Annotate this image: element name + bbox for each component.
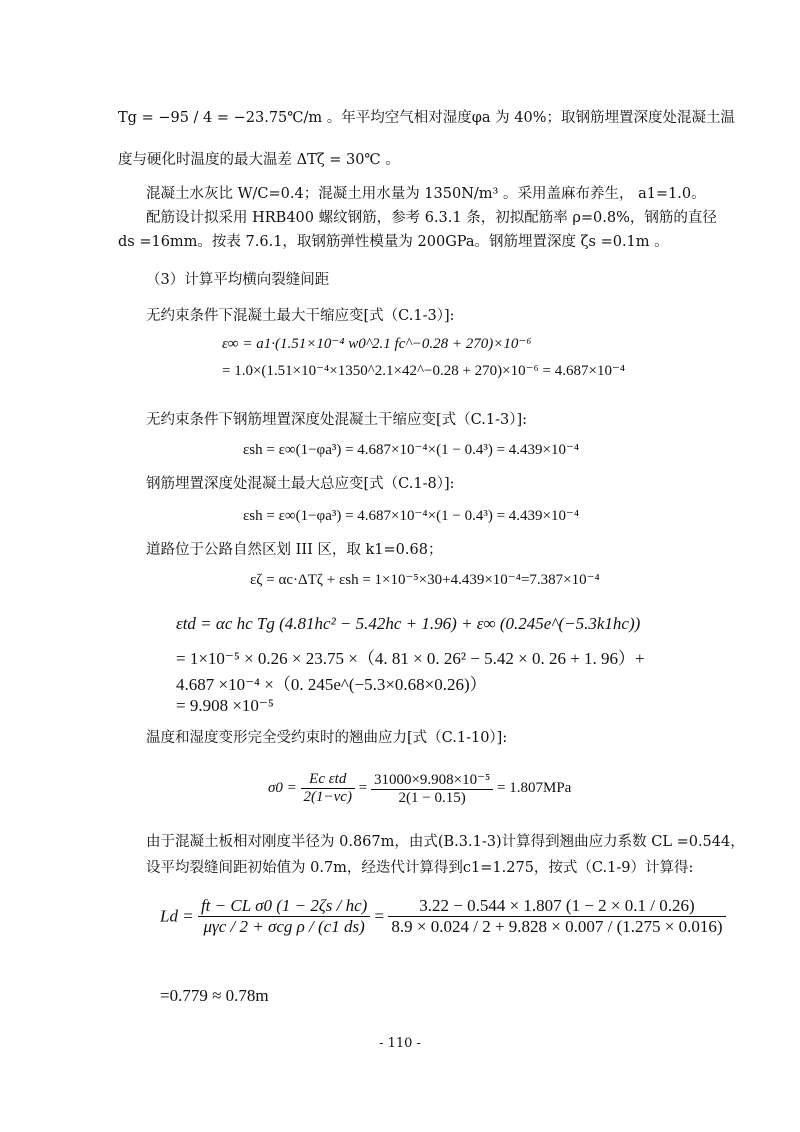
denominator-term-2: + σcg ρ / (c1 ds)	[252, 917, 365, 936]
fraction-numerator: ft − CL σ0 (1 − 2ζs / hc)	[198, 896, 370, 917]
denominator-term-1: 8.9 × 0.024 / 2	[391, 917, 491, 936]
fraction-numerator: Ec εtd	[301, 771, 355, 789]
equation-shrinkage-value: = 1.0×(1.51×10⁻⁴×1350^2.1×42^−0.28 + 270)×10⁻⁶ = 4.687×10⁻⁴	[222, 363, 626, 379]
para-temperature-gradient: Tg = −95 / 4 = −23.75℃/m 。年平均空气相对湿度φa 为 40%；取钢筋埋置深度处混凝土温	[118, 110, 735, 126]
crack-spacing-fraction-numeric	[388, 896, 725, 937]
equation-shrinkage-at-depth: εsh = ε∞(1−φa³) = 4.687×10⁻⁴×(1 − 0.4³) = 4.439×10⁻⁴	[243, 442, 580, 458]
equation-warping-strain-step1: = 1×10⁻⁵ × 0.26 × 23.75 ×（4. 81 × 0. 26² − 5.42 × 0. 26 + 1. 96）+	[176, 649, 645, 668]
fraction-denominator	[198, 917, 370, 937]
fraction-denominator: 2(1 − 0.15)	[398, 790, 466, 806]
equation-warping-strain-result: = 9.908 ×10⁻⁵	[176, 696, 274, 715]
equation-warping-strain-step2: 4.687 ×10⁻⁴ ×（0. 245e^(−5.3×0.68×0.26)）	[176, 675, 487, 694]
section-heading: （3）计算平均横向裂缝间距	[146, 272, 330, 288]
para-max-temperature-diff: 度与硬化时温度的最大温差 ΔTζ = 30℃ 。	[118, 152, 400, 168]
para-shrinkage-at-depth: 无约束条件下钢筋埋置深度处混凝土干缩应变[式（C.1-3）]:	[146, 412, 527, 428]
equation-shrinkage-formula: ε∞ = a1·(1.51×10⁻⁴ w0^2.1 fc^−0.28 + 270)×10⁻⁶	[222, 336, 532, 352]
para-relative-stiffness: 由于混凝土板相对刚度半径为 0.867m，由式(B.3.1-3)计算得到翘曲应力系数 CL =0.544，	[146, 834, 745, 850]
crack-spacing-lhs: Ld =	[160, 906, 194, 926]
para-reinforcement-design: 配筋设计拟采用 HRB400 螺纹钢筋，参考 6.3.1 条，初拟配筋率 ρ=0.8%，钢筋的直径	[146, 210, 717, 226]
equation-warping-strain-formula: εtd = αc hc Tg (4.81hc² − 5.42hc + 1.96) + ε∞ (0.245e^(−5.3k1hc))	[176, 614, 641, 633]
warping-stress-lhs: σ0 =	[268, 779, 297, 796]
equation-crack-spacing: Ld = $\frac{\text{ft − CL σ0 (1 − 2ζs / hc)}}{\text{μγc / 2 + σcg ρ / (c1 ds)}}$ = $\frac{3.22 - 0.544 \times 1.807 (1 - 2 \times 0.1 / 0.26)}{8.9 \times 0.024 / 2 + 9.828 \times 0.007 / (1.275 \times 0.016)}$	[160, 896, 726, 937]
crack-spacing-fraction-symbolic	[198, 896, 370, 937]
page-number: - 110 -	[379, 1036, 421, 1051]
fraction-denominator	[388, 917, 725, 937]
crack-spacing-result: =0.779 ≈ 0.78m	[160, 986, 269, 1005]
equation-strain-zeta: εζ = αc·ΔTζ + εsh = 1×10⁻⁵×30+4.439×10⁻⁴=7.387×10⁻⁴	[250, 572, 600, 588]
fraction-numerator: 31000×9.908×10⁻⁵	[371, 770, 493, 790]
equation-total-strain: εsh = ε∞(1−φa³) = 4.687×10⁻⁴×(1 − 0.4³) = 4.439×10⁻⁴	[243, 508, 580, 524]
denominator-term-1: μγc / 2	[203, 917, 248, 936]
fraction-numerator: 3.22 − 0.544 × 1.807 (1 − 2 × 0.1 / 0.26)	[388, 896, 725, 917]
warping-stress-result: = 1.807MPa	[497, 779, 572, 796]
para-max-total-strain: 钢筋埋置深度处混凝土最大总应变[式（C.1-8）]:	[146, 476, 455, 492]
para-crack-spacing-iteration: 设平均裂缝间距初始值为 0.7m，经迭代计算得到c1=1.275，按式（C.1-9）计算得:	[146, 860, 694, 876]
para-max-shrinkage-strain: 无约束条件下混凝土最大干缩应变[式（C.1-3）]:	[146, 308, 455, 324]
equation-warping-stress: σ0 = $\frac{\text{Ec εtd}}{2(1-\nu c)}$ = $\frac{\text{31000×9.908×10⁻⁵}}{2(1 - 0.15)}$ = 1.807MPa	[268, 771, 572, 806]
denominator-term-2: + 9.828 × 0.007 / (1.275 × 0.016)	[494, 917, 723, 936]
warping-stress-fraction-numeric	[371, 770, 493, 807]
para-steel-modulus: ds =16mm。按表 7.6.1，取钢筋弹性模量为 200GPa。钢筋埋置深度 ζs =0.1m 。	[118, 234, 669, 250]
warping-stress-fraction-symbolic	[301, 771, 355, 806]
fraction-denominator: 2(1−νc)	[303, 789, 352, 805]
para-warping-stress: 温度和湿度变形完全受约束时的翘曲应力[式（C.1-10）]:	[146, 730, 508, 746]
para-water-cement-ratio: 混凝土水灰比 W/C=0.4；混凝土用水量为 1350N/m³ 。采用盖麻布养生， a1=1.0。	[146, 186, 706, 202]
para-road-zone: 道路位于公路自然区划 III 区，取 k1=0.68；	[146, 542, 443, 558]
